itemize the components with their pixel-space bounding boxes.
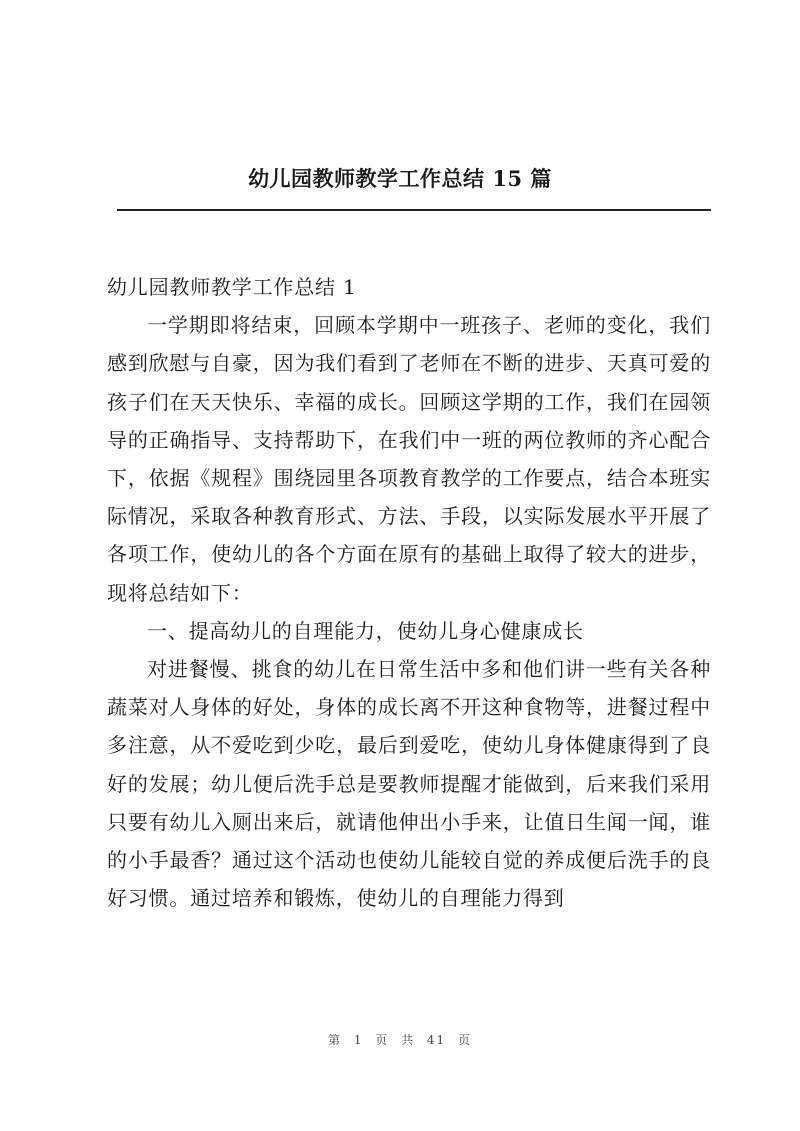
paragraph-self-care: 对进餐慢、挑食的幼儿在日常生活中多和他们讲一些有关各种蔬菜对人身体的好处，身体的成长离不开这种食物等，进餐过程中多注意，从不爱吃到少吃，最后到爱吃，使幼儿身体健康得到了良好的发展；幼儿便后洗手总是要教师提醒才能做到，后来我们采用只要有幼儿入厕出来后，就请他伸出小手来，让值日生闻一闻，谁的小手最香？通过这个活动也使幼儿能较自觉的养成便后洗手的良好习惯。通过培养和锻炼，使幼儿的自理能力得到 xyxy=(107,657,711,911)
document-body xyxy=(107,268,711,917)
title-underline xyxy=(117,209,711,211)
page-number-footer: 第 1 页 共 41 页 xyxy=(328,1033,472,1047)
paragraph-intro: 一学期即将结束，回顾本学期中一班孩子、老师的变化，我们感到欣慰与自豪，因为我们看到了老师在不断的进步、天真可爱的孩子们在天天快乐、幸福的成长。回顾这学期的工作，我们在园领导的正确指导、支持帮助下，在我们中一班的两位教师的齐心配合下，依据《规程》围绕园里各项教育教学的工作要点，结合本班实际情况，采取各种教育形式、方法、手段，以实际发展水平开展了各项工作，使幼儿的各个方面在原有的基础上取得了较大的进步，现将总结如下： xyxy=(107,313,711,605)
subheading-self-care: 一、提高幼儿的自理能力，使幼儿身心健康成长 xyxy=(147,618,584,643)
document-title: 幼儿园教师教学工作总结 15 篇 xyxy=(248,166,552,191)
section-heading: 幼儿园教师教学工作总结 1 xyxy=(107,275,357,299)
